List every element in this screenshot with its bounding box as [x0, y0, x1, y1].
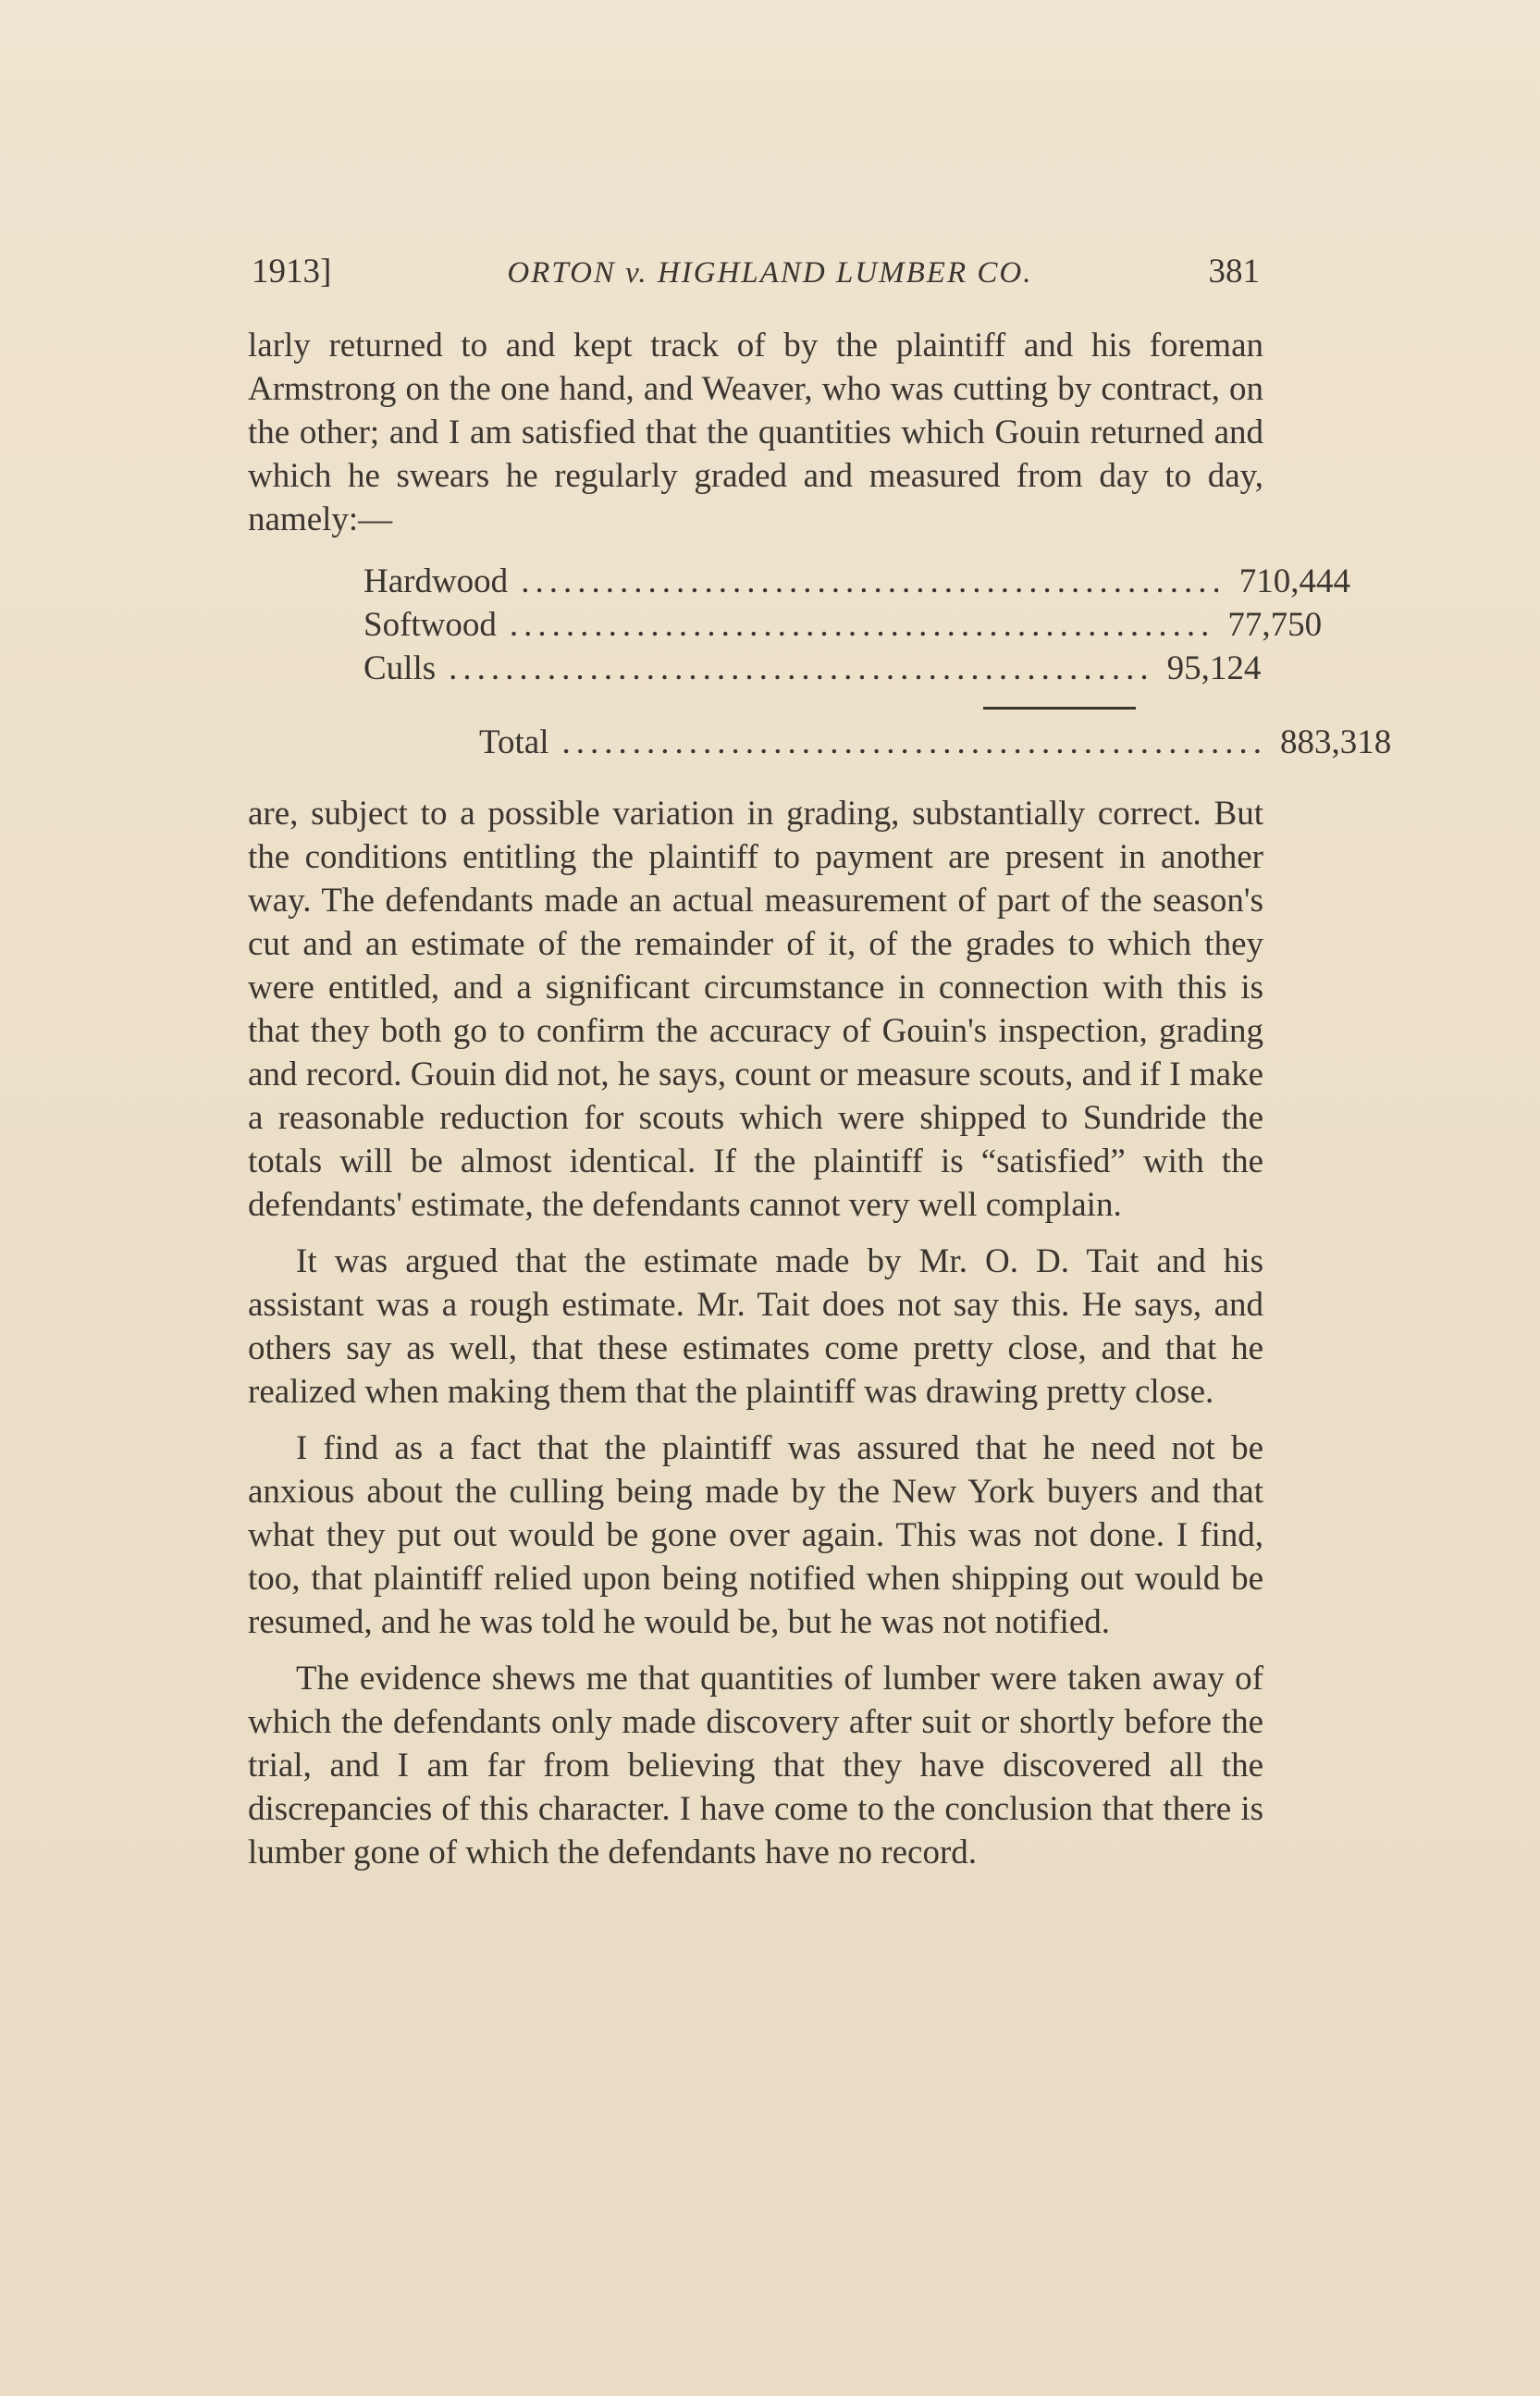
total-value: 883,318	[1280, 723, 1392, 761]
body-paragraph: I find as a fact that the plaintiff was assured that he need not be anxious about the culling being made by the New York buyers and that what they put out would be gone over again. This was not done. I find, too, that plaintiff relied upon being notified when shipping out would be resumed, and he was told he would be, but he was not notified.	[248, 1429, 1263, 1641]
row-label: Culls	[363, 649, 437, 687]
row-label: Hardwood	[363, 562, 509, 600]
header-title: ORTON v. HIGHLAND LUMBER CO.	[507, 256, 1033, 290]
total-label: Total	[479, 723, 549, 761]
leader-dots: ..................................................	[561, 723, 1267, 761]
row-value: 77,750	[1227, 606, 1323, 644]
row-value: 710,444	[1238, 562, 1350, 600]
table-row	[363, 560, 1350, 603]
row-value: 95,124	[1166, 649, 1262, 687]
page-number: 381	[1208, 253, 1260, 290]
row-label: Softwood	[363, 606, 497, 644]
sum-rule	[983, 707, 1136, 710]
body-paragraph: It was argued that the estimate made by Mr. O. D. Tait and his assistant was a rough estimate. Mr. Tait does not say this. He says, and others say as well, that these estimates come pretty close, and that he realized when making them that the plaintiff was drawing pretty close.	[248, 1242, 1263, 1411]
lumber-quantity-table	[363, 560, 1392, 764]
header-year: 1913]	[252, 253, 332, 290]
leader-dots: ..................................................	[521, 562, 1226, 600]
total-row	[363, 721, 1392, 764]
body-paragraph: are, subject to a possible variation in grading, substantially correct. But the conditions entitling the plaintiff to payment are present in another way. The defendants made an actual measurement of part of the season's cut and an estimate of the remainder of it, of the grades to which they were entitled, and a significant circumstance in connection with this is that they both go to confirm the accuracy of Gouin's inspection, grading and record. Gouin did not, he says, count or measure scouts, and if I make a reasonable reduction for scouts which were shipped to Sundride the totals will be almost identical. If the plaintiff is “satisfied” with the defendants' estimate, the defendants cannot very well complain.	[248, 795, 1263, 1224]
table-row	[363, 647, 1262, 690]
leader-dots: ..................................................	[509, 606, 1215, 644]
page-body	[248, 324, 1392, 1874]
leader-dots: ..................................................	[449, 649, 1154, 687]
table-row	[363, 603, 1323, 647]
running-header	[252, 252, 1260, 291]
body-paragraph: The evidence shews me that quantities of lumber were taken away of which the defendants only made discovery after suit or shortly before the trial, and I am far from believing that they have discovered all the discrepancies of this character. I have come to the conclusion that there is lumber gone of which the defendants have no record.	[248, 1660, 1263, 1871]
intro-paragraph: larly returned to and kept track of by the plaintiff and his foreman Armstrong on the one hand, and Weaver, who was cutting by contract, on the other; and I am satisfied that the quantities which Gouin returned and which he swears he regularly graded and measured from day to day, namely:—	[248, 327, 1263, 538]
